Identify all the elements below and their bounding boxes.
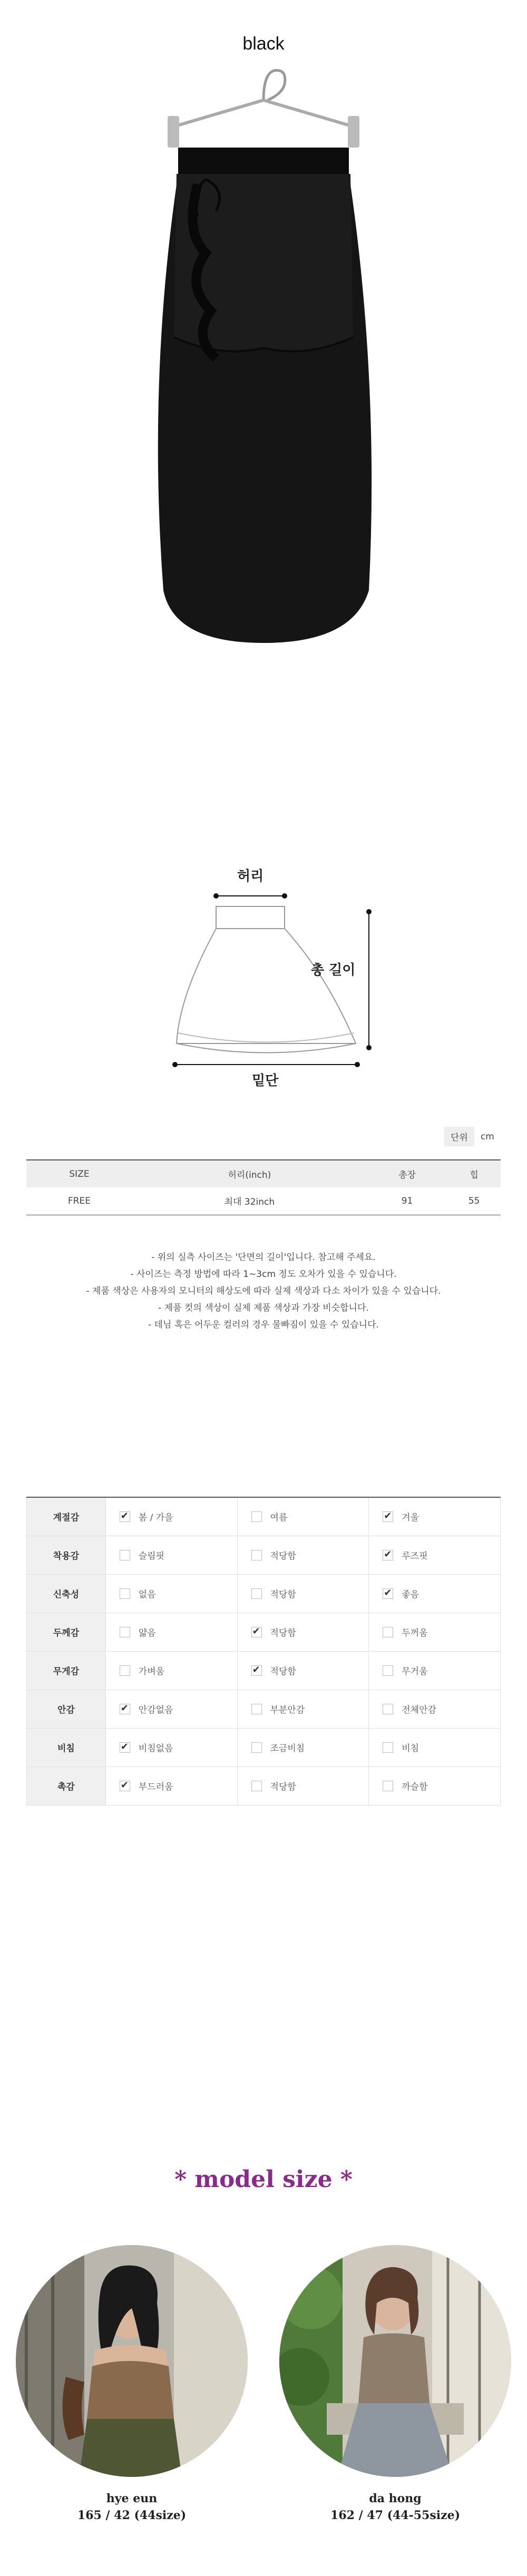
fit-category: 두께감 [27, 1613, 106, 1651]
option-label: 비침없음 [138, 1743, 173, 1754]
option-label: 봄 / 가을 [138, 1513, 173, 1524]
header-hip: 힙 [447, 1160, 501, 1187]
fit-option [237, 1574, 369, 1613]
checkbox [251, 1588, 262, 1599]
fit-option [105, 1728, 237, 1767]
fit-info-table [26, 1497, 501, 1806]
cell-length: 91 [401, 1195, 413, 1206]
checkbox [251, 1627, 262, 1637]
header-size: SIZE [26, 1160, 132, 1187]
model-photo [279, 2245, 511, 2477]
fit-row-season [27, 1497, 501, 1536]
header-length: 총장 [367, 1160, 447, 1187]
checkbox [120, 1511, 130, 1522]
fit-option [105, 1574, 237, 1613]
model-spec: 162 / 47 (44-55size) [330, 2509, 460, 2522]
option-label: 비침 [402, 1743, 419, 1754]
fit-option [105, 1690, 237, 1728]
checkbox [120, 1550, 130, 1560]
checkbox [383, 1588, 393, 1599]
checkbox [383, 1627, 393, 1637]
note-line: - 위의 실측 사이즈는 '단면의 길이'입니다. 참고해 주세요. [151, 1252, 376, 1263]
fit-row-fit [27, 1536, 501, 1574]
fit-category: 비침 [27, 1728, 106, 1767]
hem-label: 밑단 [252, 1073, 279, 1089]
note-line: - 데님 혹은 어두운 컬러의 경우 물빠짐이 있을 수 있습니다. [148, 1320, 379, 1330]
note-line: - 제품 색상은 사용자의 모니터의 해상도에 따라 실제 색상과 다소 차이가 있을 수 있습니다. [86, 1286, 441, 1296]
option-label: 안감없음 [138, 1705, 173, 1715]
option-label: 조금비침 [270, 1743, 305, 1754]
fit-option [237, 1613, 369, 1651]
fit-option [237, 1728, 369, 1767]
product-photo [105, 63, 422, 696]
option-label: 적당함 [270, 1782, 296, 1792]
checkbox [120, 1627, 130, 1637]
checkbox [251, 1742, 262, 1753]
option-label: 여름 [270, 1513, 288, 1524]
cell-hip: 55 [468, 1195, 480, 1206]
option-label: 얇음 [138, 1628, 156, 1638]
fit-option [237, 1536, 369, 1574]
fit-category: 계절감 [27, 1497, 106, 1536]
fit-option [369, 1613, 501, 1651]
model-photo [16, 2245, 248, 2477]
checkbox [120, 1781, 130, 1791]
header-waist: 허리(inch) [132, 1160, 367, 1187]
option-label: 부드러움 [138, 1782, 173, 1792]
fit-option [369, 1651, 501, 1690]
fit-row-thickness [27, 1613, 501, 1651]
checkbox [120, 1588, 130, 1599]
fit-option [105, 1536, 237, 1574]
model-spec: 165 / 42 (44size) [77, 2509, 187, 2522]
checkbox [120, 1665, 130, 1676]
fit-row-texture [27, 1767, 501, 1805]
model-name: hye eun [106, 2492, 158, 2505]
option-label: 좋음 [402, 1589, 419, 1600]
option-label: 없음 [138, 1589, 156, 1600]
checkbox [383, 1704, 393, 1714]
option-label: 적당함 [270, 1589, 296, 1600]
option-label: 두꺼움 [402, 1628, 428, 1638]
checkbox [251, 1781, 262, 1791]
size-notes [0, 1249, 527, 1333]
checkbox [251, 1511, 262, 1522]
checkbox [120, 1742, 130, 1753]
fit-option [105, 1767, 237, 1805]
cell-waist: 최대 32inch [224, 1197, 275, 1208]
checkbox [251, 1550, 262, 1560]
waist-label: 허리 [237, 869, 264, 884]
model-card [16, 2245, 248, 2522]
unit-key: 단위 [444, 1127, 474, 1146]
checkbox [383, 1665, 393, 1676]
option-label: 무거움 [402, 1666, 428, 1677]
fit-option [237, 1767, 369, 1805]
option-label: 루즈핏 [402, 1551, 428, 1562]
checkbox [383, 1511, 393, 1522]
size-table-header [26, 1160, 501, 1187]
option-label: 적당함 [270, 1551, 296, 1562]
option-label: 겨울 [402, 1513, 419, 1524]
model-name: da hong [369, 2492, 422, 2505]
fit-row-weight [27, 1651, 501, 1690]
cell-size: FREE [67, 1195, 91, 1206]
option-label: 전체안감 [402, 1705, 436, 1715]
color-label: black [242, 34, 285, 54]
unit-indicator [444, 1127, 501, 1146]
fit-category: 착용감 [27, 1536, 106, 1574]
fit-option [369, 1536, 501, 1574]
fit-option [237, 1690, 369, 1728]
fit-option [237, 1497, 369, 1536]
option-label: 적당함 [270, 1666, 296, 1677]
fit-row-sheerness [27, 1728, 501, 1767]
fit-option [369, 1690, 501, 1728]
fit-row-stretch [27, 1574, 501, 1613]
option-label: 부분안감 [270, 1705, 305, 1715]
checkbox [383, 1781, 393, 1791]
option-label: 적당함 [270, 1628, 296, 1638]
fit-option [369, 1728, 501, 1767]
size-table [26, 1159, 501, 1215]
checkbox [251, 1665, 262, 1676]
model-card [279, 2245, 511, 2522]
fit-row-lining [27, 1690, 501, 1728]
fit-option [105, 1613, 237, 1651]
fit-category: 신축성 [27, 1574, 106, 1613]
length-label: 총 길이 [311, 962, 356, 978]
option-label: 슬림핏 [138, 1551, 165, 1562]
fit-category: 촉감 [27, 1767, 106, 1805]
fit-option [105, 1497, 237, 1536]
checkbox [383, 1742, 393, 1753]
unit-value: cm [480, 1131, 494, 1142]
fit-option [369, 1767, 501, 1805]
fit-category: 무게감 [27, 1651, 106, 1690]
note-line: - 제품 컷의 색상이 실제 제품 색상과 가장 비슷합니다. [158, 1303, 369, 1313]
table-row [26, 1187, 501, 1215]
fit-option [369, 1574, 501, 1613]
option-label: 까슬함 [402, 1782, 428, 1792]
fit-option [237, 1651, 369, 1690]
fit-category: 안감 [27, 1690, 106, 1728]
checkbox [251, 1704, 262, 1714]
checkbox [383, 1550, 393, 1560]
fit-option [105, 1651, 237, 1690]
option-label: 가벼움 [138, 1666, 165, 1677]
note-line: - 사이즈는 측정 방법에 따라 1~3cm 정도 오차가 있을 수 있습니다. [130, 1269, 397, 1280]
size-diagram [158, 859, 379, 1091]
model-size-title: * model size * [174, 2166, 353, 2193]
checkbox [120, 1704, 130, 1714]
fit-option [369, 1497, 501, 1536]
